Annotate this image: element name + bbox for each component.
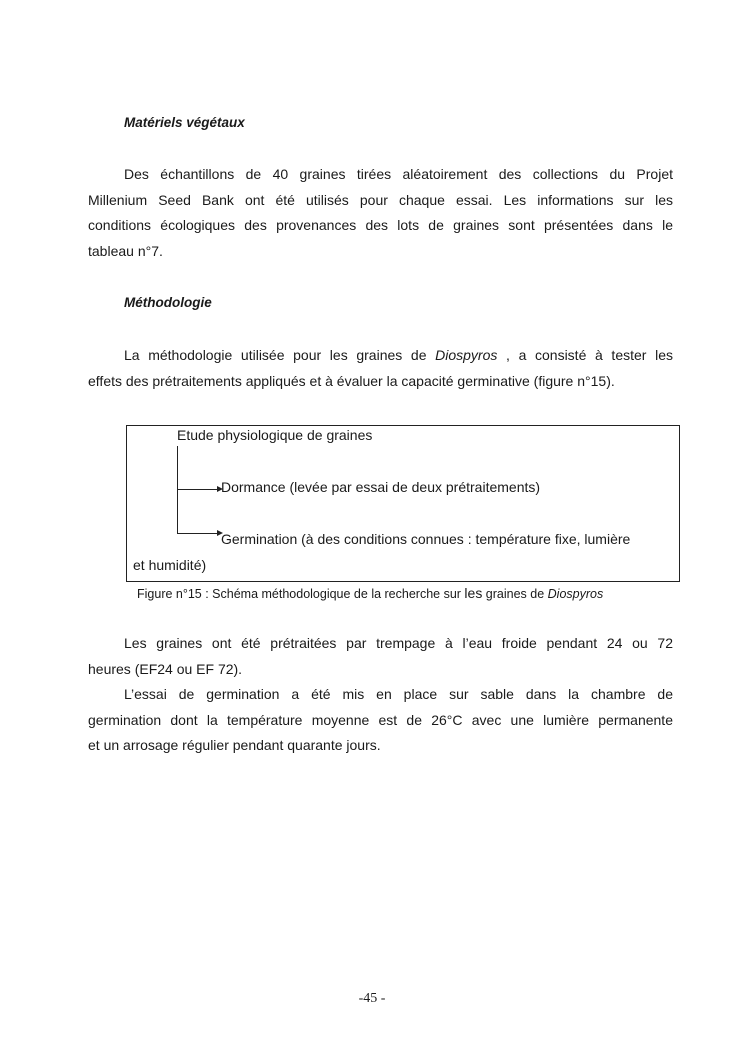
caption-species-name: Diospyros xyxy=(547,587,604,601)
paragraph-line: germination dont la température moyenne est de 26°C avec une lumière permanente xyxy=(88,711,673,728)
page-number: -45 - xyxy=(358,991,386,1006)
paragraph-line: Les graines ont été prétraitées par trempage à l’eau froide pendant 24 ou 72 xyxy=(124,635,673,651)
section-heading-materiels: Matériels végétaux xyxy=(124,115,245,130)
section-heading-methodologie: Méthodologie xyxy=(124,295,212,310)
paragraph-line: tableau n°7. xyxy=(88,242,163,259)
paragraph-line: effets des prétraitements appliqués et à évaluer la capacité germinative (figure n°15). xyxy=(88,372,615,389)
figure-root-label: Etude physiologique de graines xyxy=(177,427,373,443)
caption-text: Figure n°15 : Schéma méthodologique de la recherche sur xyxy=(137,587,465,601)
caption-text: graines de xyxy=(482,587,548,601)
text-run: , a consisté à tester les xyxy=(497,347,673,363)
caption-text: les xyxy=(464,585,483,601)
figure-branch-germination: Germination (à des conditions connues : température fixe, lumière xyxy=(221,531,631,547)
paragraph-line: heures (EF24 ou EF 72). xyxy=(88,660,243,677)
paragraph-line xyxy=(88,343,673,369)
species-name: Diospyros xyxy=(435,347,498,363)
figure-connector-horizontal xyxy=(177,489,221,490)
paragraph-line: conditions écologiques des provenances des lots de graines sont présentées dans le xyxy=(88,217,673,234)
figure-branch-germination-cont: et humidité) xyxy=(133,557,207,573)
paragraph-pretraitement xyxy=(88,631,673,759)
figure-connector-vertical xyxy=(177,446,178,534)
figure-box xyxy=(126,425,680,582)
text-run: La méthodologie utilisée pour les graines de xyxy=(124,347,436,363)
paragraph-line: L’essai de germination a été mis en place sur sable dans la chambre de xyxy=(124,686,673,703)
figure-caption xyxy=(137,585,603,601)
paragraph-methodologie xyxy=(88,343,673,394)
figure-branch-dormance: Dormance (levée par essai de deux prétraitements) xyxy=(221,479,541,495)
paragraph-line: et un arrosage régulier pendant quarante jours. xyxy=(88,737,381,754)
paragraph-line: Des échantillons de 40 graines tirées aléatoirement des collections du Projet xyxy=(124,166,673,182)
figure-connector-horizontal xyxy=(177,533,221,534)
paragraph-materiels xyxy=(88,162,673,264)
paragraph-line: Millenium Seed Bank ont été utilisés pour chaque essai. Les informations sur les xyxy=(88,191,673,208)
